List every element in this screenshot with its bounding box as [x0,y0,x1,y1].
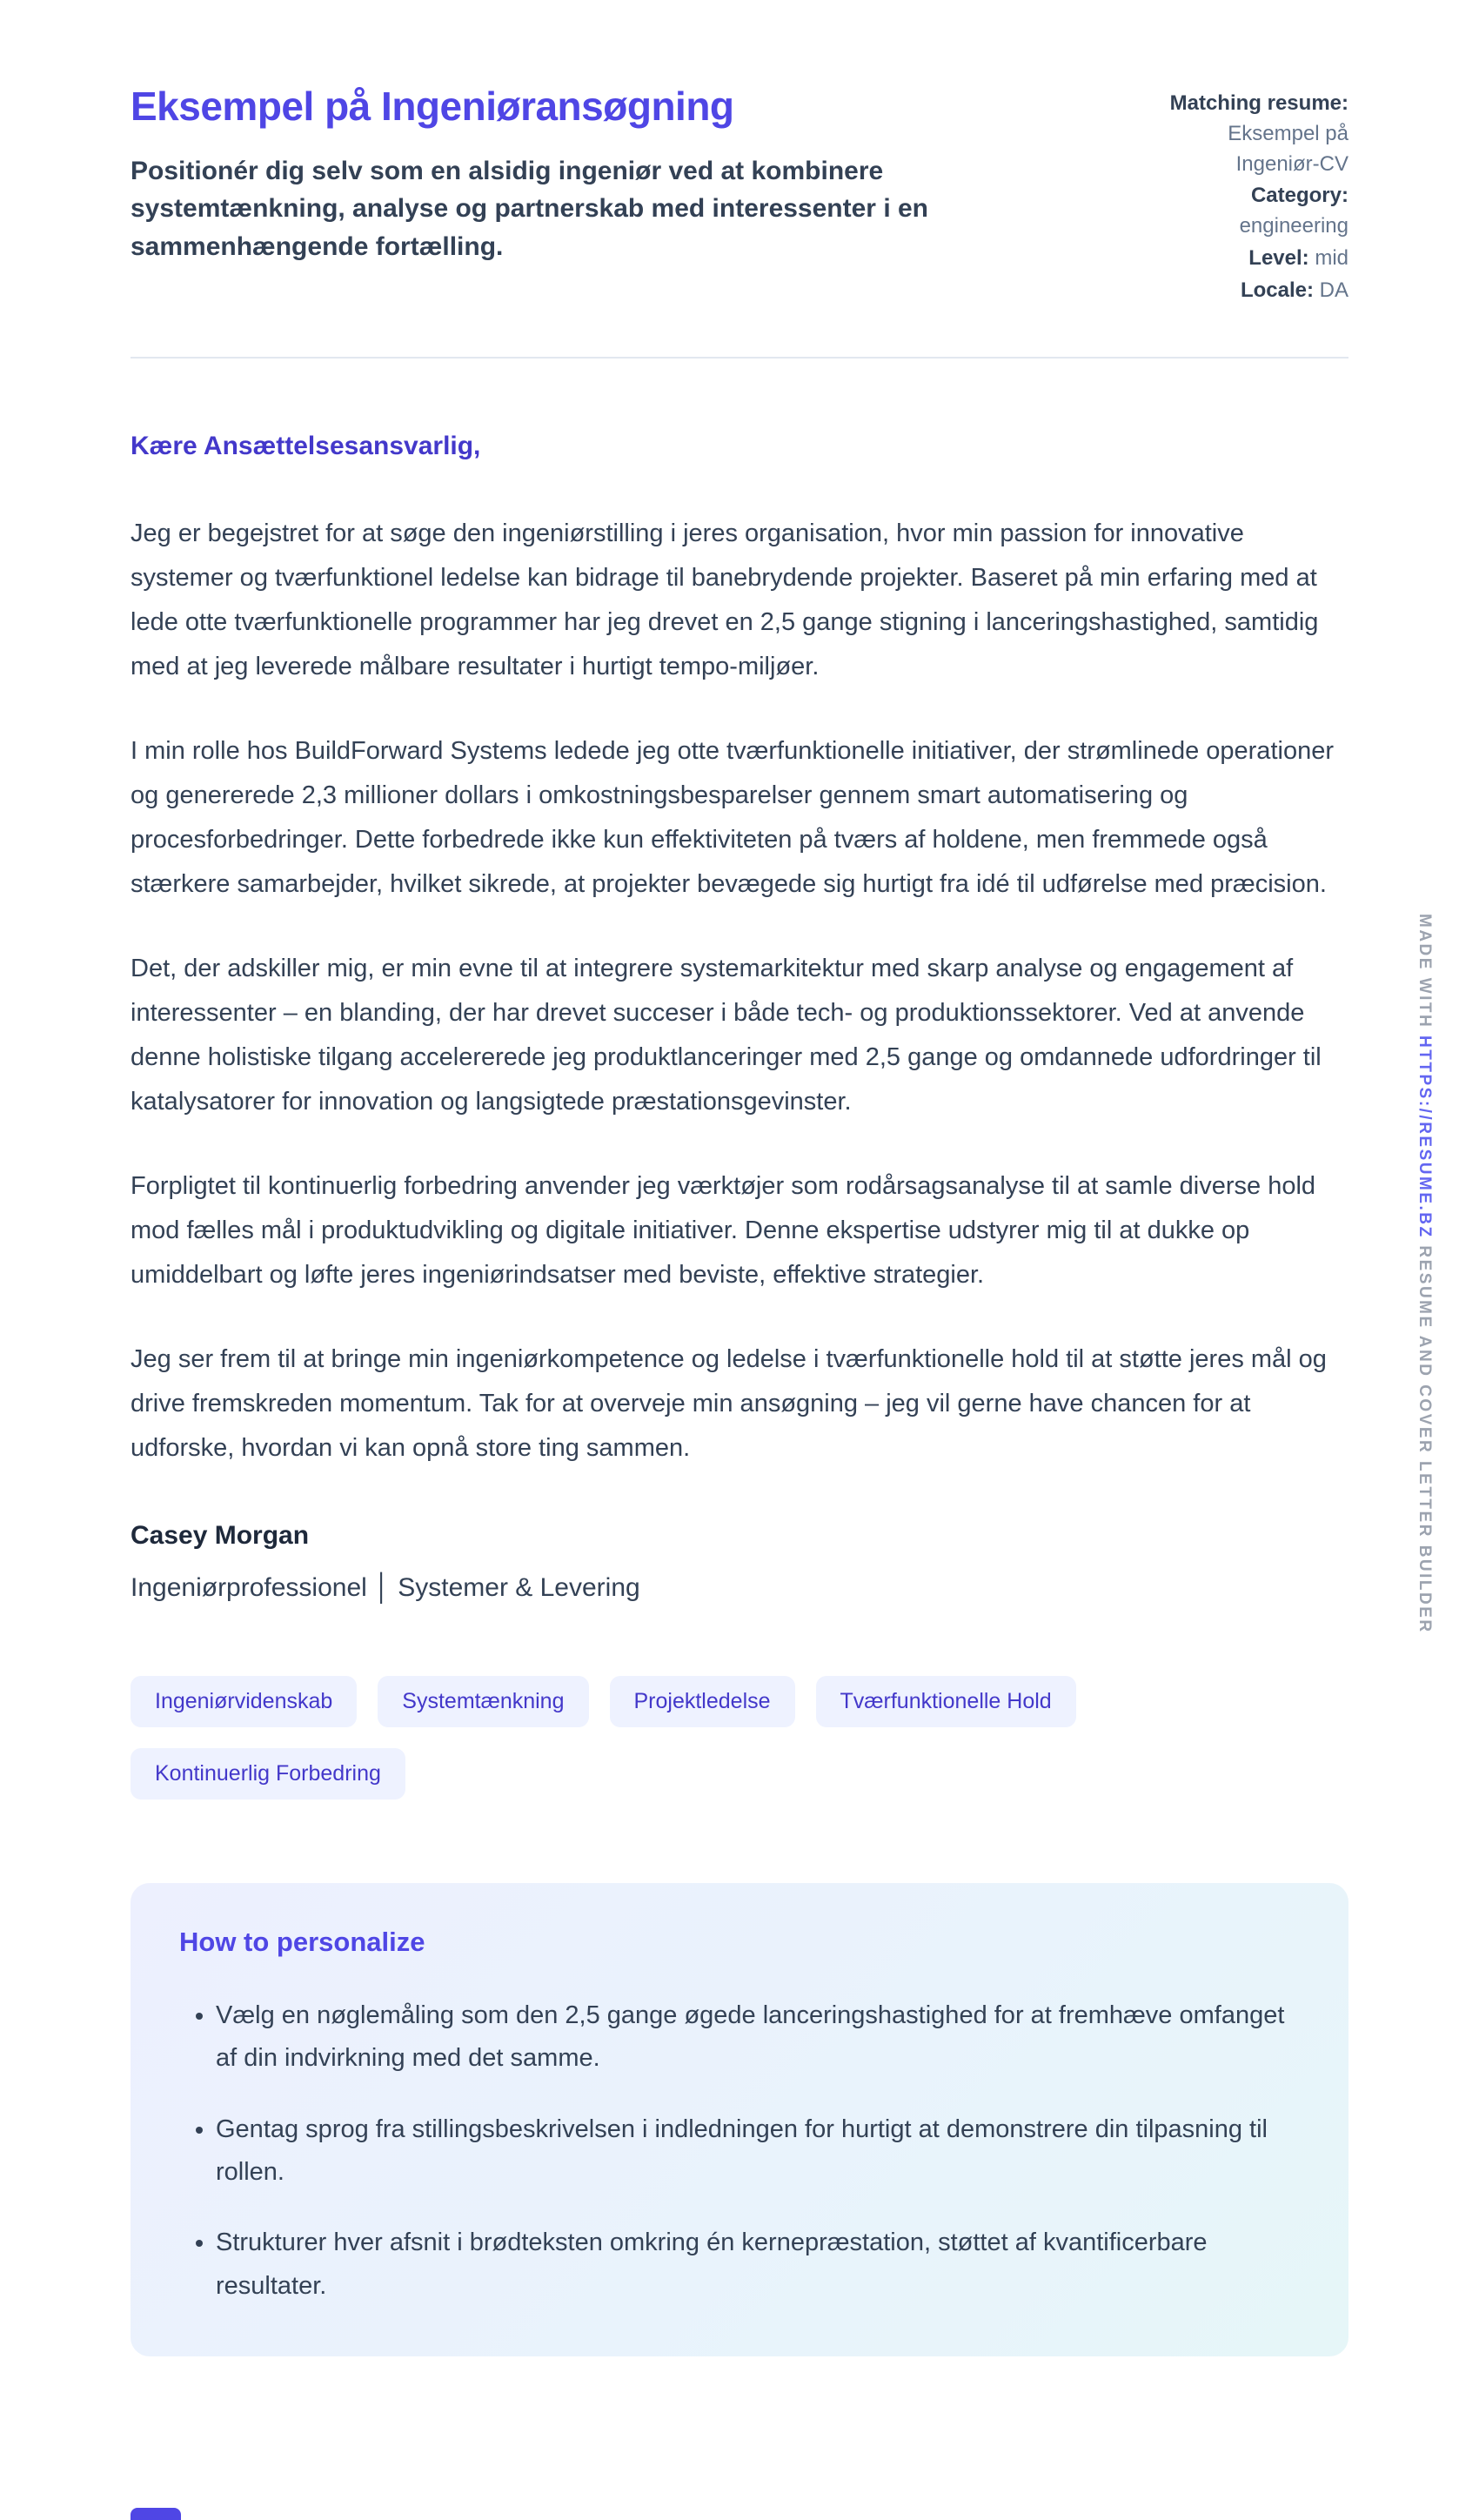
signature-role: Ingeniørprofessionel │ Systemer & Levering [130,1573,640,1603]
meta-value: DA [1319,278,1348,302]
letter-paragraph-2: I min rolle hos BuildForward Systems ledede jeg otte tværfunktionelle initiativer, der strømlinede operationer og genererede 2,3 millioner dollars i omkostningsbesparelser gennem smart automatisering og procesforbedringer. Dette forbedrede ikke kun effektiviteten på tværs af holdene, men fremmede også stærkere samarbejder, hvilket sikrede, at projekter bevægede sig hurtigt fra idé til udførelse med præcision. [130,736,1334,898]
tag-kontinuerlig-forbedring: Kontinuerlig Forbedring [130,1748,405,1800]
tag-list [130,1676,1348,1800]
letter-paragraph-4: Forpligtet til kontinuerlig forbedring anvender jeg værktøjer som rodårsagsanalyse til at samle diverse hold mod fælles mål i produktudvikling og digitale initiativer. Denne ekspertise udstyrer mig til at dukke op umiddelbart og løfte jeres ingeniørindsatser med beviste, effektive strategier. [130,1171,1316,1290]
callout-list [179,1994,1300,2308]
meta-category [1147,181,1348,242]
meta-matching-resume [1147,89,1348,179]
salutation: Kære Ansættelsesansvarlig, [130,431,481,460]
page-title: Eksempel på Ingeniøransøgning [130,84,734,129]
letter-body [130,432,1348,1604]
tag-systemtaenkning: Systemtænkning [378,1676,588,1727]
meta-level [1147,244,1348,274]
letter-paragraph-1: Jeg er begejstret for at søge den ingeniørstilling i jeres organisation, hvor min passion for innovative systemer og tværfunktionel ledelse kan bidrage til banebrydende projekter. Baseret på min erfaring med at lede otte tværfunktionelle programmer har jeg drevet en 2,5 gange stigning i lanceringshastighed, samtidig med at jeg leverede målbare resultater i hurtigt tempo-miljøer. [130,519,1319,680]
watermark-prefix: MADE WITH [1415,914,1434,1029]
letter-paragraph-5: Jeg ser frem til at bringe min ingeniørkompetence og ledelse i tværfunktionelle hold til at støtte jeres mål og drive fremskreden momentum. Tak for at overveje min ansøgning – jeg vil gerne have chancen for at udforske, hvordan vi kan opnå store ting sammen. [130,1345,1327,1463]
divider [130,357,1348,359]
meta-value: Eksempel på Ingeniør-CV [1228,121,1348,176]
meta-value: mid [1315,245,1348,270]
page-subtitle: Positionér dig selv som en alsidig ingeniør ved at kombinere systemtænkning, analyse og partnerskab med interessenter i en sammenhængende fortælling. [130,156,928,261]
callout-bullet-2: • Gentag sprog fra stillingsbeskrivelsen i indledningen for hurtigt at demonstrere din tilpasning til rollen. [216,2108,1300,2195]
meta-locale [1147,276,1348,306]
meta-label: Matching resume: [1169,91,1348,115]
tag-tvaerfunktionelle-hold: Tværfunktionelle Hold [816,1676,1076,1727]
meta-panel [1147,84,1348,308]
signature-name: Casey Morgan [130,1521,310,1551]
personalize-callout [130,1883,1348,2356]
header [130,84,1348,308]
meta-value: engineering [1239,214,1348,238]
watermark-link[interactable]: HTTPS://RESUME.BZ [1415,1035,1434,1239]
callout-bullet-1: • Vælg en nøglemåling som den 2,5 gange øgede lanceringshastighed for at fremhæve omfanget af din indvirkning med det samme. [216,1994,1300,2081]
header-text-block [130,84,1018,265]
tag-ingeniorvidenskab: Ingeniørvidenskab [130,1676,357,1727]
cutoff-button-top[interactable] [130,2508,181,2520]
meta-label: Locale: [1240,278,1314,302]
meta-label: Level: [1248,245,1309,270]
tag-projektledelse: Projektledelse [610,1676,795,1727]
meta-label: Category: [1250,184,1348,208]
letter-paragraph-3: Det, der adskiller mig, er min evne til at integrere systemarkitektur med skarp analyse og engagement af interessenter – en blanding, der har drevet succeser i både tech- og produktionssektorer. Ved at anvende denne holistiske tilgang accelererede jeg produktlanceringer med 2,5 gange og omdannede udfordringer til katalysatorer for innovation og langsigtede præstationsgevinster. [130,954,1322,1116]
watermark [1415,914,1434,1634]
callout-title: How to personalize [179,1927,425,1958]
watermark-suffix: RESUME AND COVER LETTER BUILDER [1415,1245,1434,1634]
callout-bullet-3: • Strukturer hver afsnit i brødteksten omkring én kernepræstation, støttet af kvantificerbare resultater. [216,2222,1300,2308]
